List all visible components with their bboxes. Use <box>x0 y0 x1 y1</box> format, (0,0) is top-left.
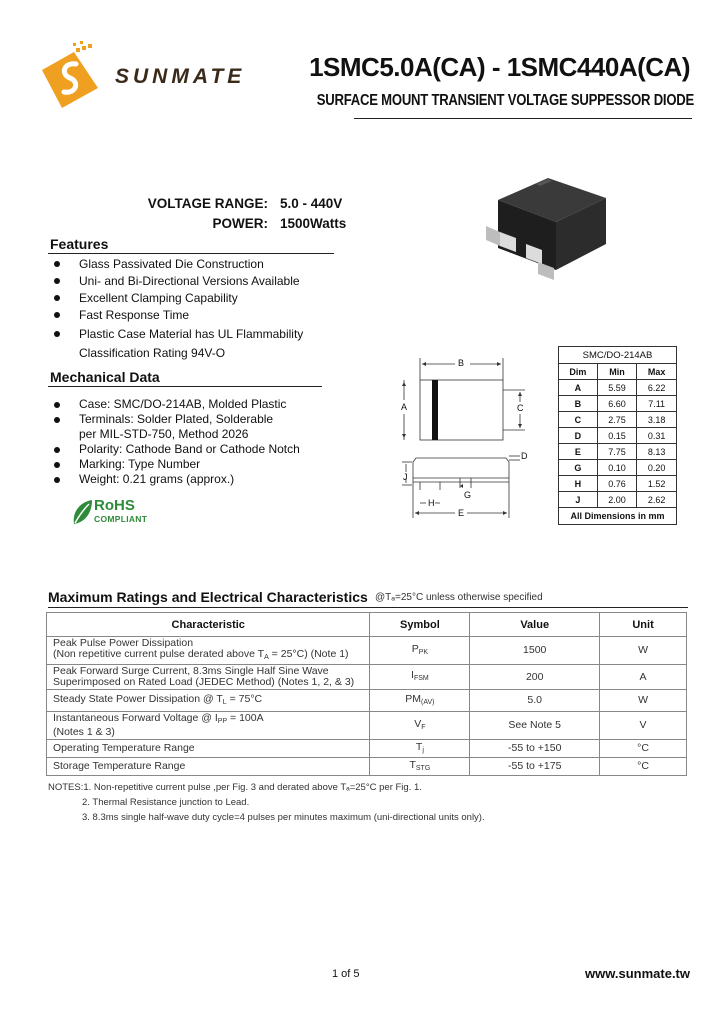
dim-label-c: C <box>517 403 524 413</box>
list-item: Plastic Case Material has UL Flammability Classification Rating 94V-O <box>52 326 303 362</box>
list-item: Marking: Type Number <box>52 457 300 472</box>
smc-package-icon <box>478 170 628 290</box>
rohs-label: RoHS <box>94 497 135 514</box>
table-row: J 2.00 2.62 <box>559 492 677 508</box>
dim-table-footer: All Dimensions in mm <box>559 508 677 525</box>
ratings-header-unit: Unit <box>600 613 687 637</box>
dim-label-b: B <box>458 358 465 368</box>
dim-header-max: Max <box>637 364 677 380</box>
list-item: Excellent Clamping Capability <box>52 290 303 307</box>
sun-logo-icon <box>40 40 120 110</box>
list-item: Case: SMC/DO-214AB, Molded Plastic <box>52 397 300 412</box>
table-row: Instantaneous Forward Voltage @ $I_{PP} = 100A$ (Notes 1 & 3) $V_F$ See Note 5 V <box>47 712 687 740</box>
note-3: 3. 8.3ms single half-wave duty cycle=4 pulses per minutes maximum (uni-directional units only). <box>82 812 485 823</box>
terminals-continuation: per MIL-STD-750, Method 2026 <box>79 427 249 441</box>
ratings-header-symbol: Symbol <box>370 613 470 637</box>
list-item: Uni- and Bi-Directional Versions Available <box>52 273 303 290</box>
page-title: 1SMC5.0A(CA) - 1SMC440A(CA) <box>309 52 690 82</box>
ratings-header-value: Value <box>470 613 600 637</box>
page-number: 1 of 5 <box>332 968 360 980</box>
table-row: Steady State Power Dissipation @ $T_L = 75^\circ C$ $PM_{(AV)}$ 5.0 W <box>47 690 687 712</box>
table-row: Peak Forward Surge Current, 8.3ms Single Half Sine Wave Superimposed on Rated Load (JEDEC Method) (Notes 1, 2, & 3) $I_{FSM}$ 200 A <box>47 665 687 690</box>
table-row: Storage Temperature Range $T_{STG}$ -55 to +175 °C <box>47 758 687 776</box>
dimension-drawing <box>390 350 540 530</box>
table-row: Peak Pulse Power Dissipation (Non repetitive current pulse derated above $T_A = 25^\circ C$) (Note 1) $P_{PK}$ 1500 W <box>47 637 687 665</box>
dim-table-caption: SMC/DO-214AB <box>559 347 677 364</box>
features-list <box>52 256 303 362</box>
list-item: Glass Passivated Die Construction <box>52 256 303 273</box>
list-item: Fast Response Time <box>52 307 303 324</box>
features-heading: Features <box>50 236 109 252</box>
table-row: G 0.10 0.20 <box>559 460 677 476</box>
table-row: H 0.76 1.52 <box>559 476 677 492</box>
mechanical-heading: Mechanical Data <box>50 369 160 385</box>
features-continuation: Classification Rating 94V-O <box>79 346 226 360</box>
note-2: 2. Thermal Resistance junction to Lead. <box>82 797 250 808</box>
ratings-condition: @Tₐ=25°C unless otherwise specified <box>375 592 543 603</box>
features-divider <box>48 253 334 254</box>
table-row: Operating Temperature Range $T_j$ -55 to +150 °C <box>47 740 687 758</box>
voltage-value: 5.0 - 440V <box>280 196 343 211</box>
ratings-divider <box>48 607 688 608</box>
table-row: A 5.59 6.22 <box>559 380 677 396</box>
ratings-heading: Maximum Ratings and Electrical Characteristics <box>48 589 368 605</box>
dim-header-dim: Dim <box>559 364 598 380</box>
dim-label-a: A <box>401 402 408 412</box>
brand-logo <box>40 40 270 110</box>
list-item: Terminals: Solder Plated, Solderable per MIL-STD-750, Method 2026 <box>52 412 300 442</box>
package-image <box>478 170 628 290</box>
dim-label-j: J <box>403 472 408 482</box>
dimension-table <box>558 346 677 525</box>
power-value: 1500Watts <box>280 216 347 231</box>
dim-label-h: H <box>428 498 435 508</box>
dim-label-g: G <box>464 490 472 500</box>
voltage-label: VOLTAGE RANGE: <box>147 196 268 211</box>
table-row: D 0.15 0.31 <box>559 428 677 444</box>
notes-block <box>48 780 485 825</box>
list-item: Polarity: Cathode Band or Cathode Notch <box>52 442 300 457</box>
dim-header-min: Min <box>597 364 637 380</box>
page-subtitle: SURFACE MOUNT TRANSIENT VOLTAGE SUPPESSOR DIODE <box>316 92 694 109</box>
brand-name: SUNMATE <box>115 65 246 88</box>
package-drawing <box>390 350 540 530</box>
mechanical-list <box>52 397 300 487</box>
note-1: NOTES:1. Non-repetitive current pulse ,per Fig. 3 and derated above Tₐ=25°C per Fig. 1. <box>48 782 422 793</box>
rohs-badge <box>70 498 180 528</box>
rohs-sublabel: COMPLIANT <box>94 514 148 524</box>
dim-label-d: D <box>521 451 528 461</box>
table-row: C 2.75 3.18 <box>559 412 677 428</box>
mechanical-divider <box>48 386 322 387</box>
title-divider <box>354 118 692 119</box>
table-row: B 6.60 7.11 <box>559 396 677 412</box>
list-item: Weight: 0.21 grams (approx.) <box>52 472 300 487</box>
website-link[interactable]: www.sunmate.tw <box>585 966 690 981</box>
ratings-table <box>46 612 687 776</box>
table-row: E 7.75 8.13 <box>559 444 677 460</box>
ratings-header-characteristic: Characteristic <box>47 613 370 637</box>
dim-label-e: E <box>458 508 465 518</box>
power-label: POWER: <box>212 216 268 231</box>
leaf-icon <box>70 498 94 526</box>
